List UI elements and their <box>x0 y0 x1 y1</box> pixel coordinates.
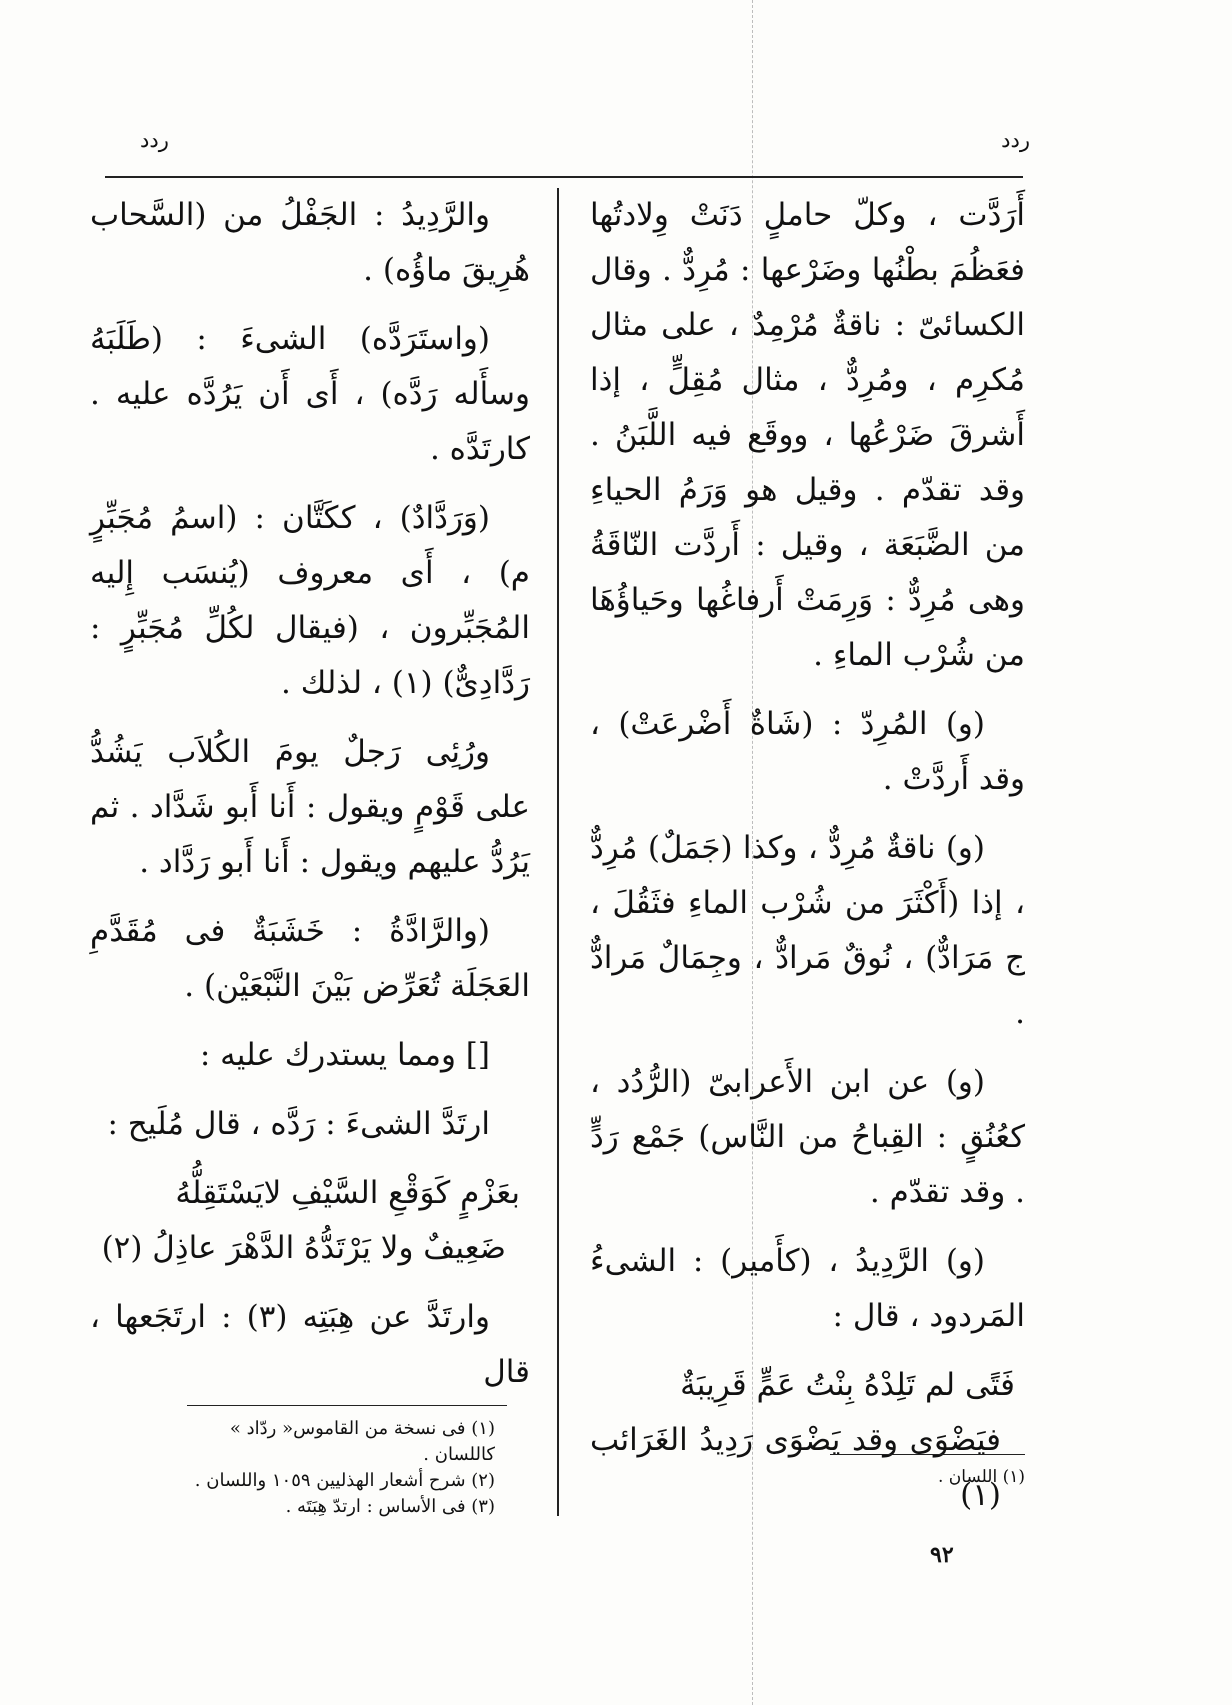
left-paragraph-1: والرَّدِيدُ : الجَفْلُ من (السَّحاب هُرِيقَ ماؤُه) . <box>90 197 530 288</box>
left-closing-paragraph: وارتَدَّ عن هِبَتِه (٣) : ارتَجَعها ، قال <box>90 1299 530 1390</box>
footnote-right-1: (١) اللسان . <box>938 1467 1025 1487</box>
page-number: ٩٢ <box>930 1542 954 1568</box>
right-paragraph-2: (و) المُرِدّ : (شَاةٌ أَضْرعَتْ) ، وقد أَردَّتْ . <box>590 706 1025 797</box>
right-verse-line-2: فيَضْوَى وقد يَضْوَى رَدِيدُ الغَرَائب (١) <box>590 1422 1001 1513</box>
running-head-left: ردد <box>140 128 169 152</box>
left-column <box>90 188 530 1414</box>
left-verse <box>90 1166 530 1276</box>
right-column <box>590 188 1025 1537</box>
footnote-rule-right <box>830 1454 1025 1455</box>
running-head-right: ردد <box>1001 128 1030 152</box>
right-paragraph-3: (و) ناقةٌ مُرِدٌّ ، وكذا (جَمَلٌ) مُرِدٌّ ، إذا (أَكْثَرَ من شُرْب الماءِ فثَقُلَ ، ج مَرَادٌّ) ، نُوقٌ مَرادٌّ ، وجِمَالٌ مَرادٌّ . <box>590 830 1025 1031</box>
left-paragraph-3: (وَرَدَّادٌ) ، ككَتَّان : (اسمُ مُجَبِّرٍ م) ، أَى معروف (يُنسَب إِليه المُجَبِّرون ، (فيقال لكُلِّ مُجَبِّرٍ : رَدَّادِىٌّ) (١) ، لذلك . <box>90 500 530 701</box>
left-paragraph-4: ورُئِى رَجلٌ يومَ الكُلاَب يَشُدُّ على قَوْمٍ ويقول : أَنا أَبو شَدَّاد . ثم يَرُدُّ عليهم ويقول : أَنا أَبو رَدَّاد . <box>90 734 530 880</box>
right-verse-line-1: فَتًى لم تَلِدْهُ بِنْتُ عَمٍّ قَرِيبَةٌ <box>680 1367 1015 1403</box>
header-rule <box>105 176 1023 178</box>
footnotes-left <box>185 1397 495 1520</box>
footnote-left-3: (٣) فى الأساس : ارتدّ هِبَتَه . <box>285 1496 495 1517</box>
footnotes-right <box>830 1446 1025 1489</box>
right-paragraph-1: أَرَدَّت ، وكلّ حاملٍ دَنَتْ وِلادتُها فعَظُمَ بطْنُها وضَرْعها : مُرِدٌّ . وقال الكسائىّ : ناقةٌ مُرْمِدٌ ، على مثال مُكرِم ، ومُرِدٌّ ، مثال مُقِلٍّ ، إذا أَشرقَ ضَرْعُها ، ووقَع فيه اللَّبَنُ . وقد تقدّم . وقيل هو وَرَمُ الحياءِ من الضَّبَعَة ، وقيل : أَردَّت النّاقَةُ وهى مُرِدٌّ : وَرِمَتْ أَرفاغُها وحَياؤُهَا من شُرْب الماءِ . <box>590 197 1025 673</box>
left-paragraph-2: (واستَرَدَّه) الشىءَ : (طَلَبَهُ وسأَله رَدَّه) ، أَى أَن يَرُدَّه عليه . كارتَدَّه . <box>90 321 530 467</box>
left-verse-line-1: بعَزْمٍ كَوَقْعِ السَّيْفِ لايَسْتَقِلُّهُ <box>175 1175 520 1211</box>
column-divider <box>557 188 559 1516</box>
right-paragraph-4: (و) عن ابن الأَعرابىّ (الرُّدُد ، كعُنُقٍ : القِباحُ من النَّاس) جَمْع رَدٍّ . وقد تقدّم . <box>590 1064 1025 1210</box>
right-paragraph-5: (و) الرَّدِيدُ ، (كأَمير) : الشىءُ المَردود ، قال : <box>590 1243 1025 1334</box>
left-verse-line-2: ضَعِيفٌ ولا يَرْتَدُّهُ الدَّهْرَ عاذِلُ (٢) <box>101 1230 506 1266</box>
right-verse <box>590 1358 1025 1523</box>
left-paragraph-7: ارتَدَّ الشىءَ : رَدَّه ، قال مُلَيح : <box>107 1106 490 1142</box>
left-paragraph-6: [] ومما يستدرك عليه : <box>199 1037 490 1073</box>
left-paragraph-5: (والرَّادَّةُ : خَشَبَةٌ فى مُقَدَّمِ العَجَلَة تُعَرِّض بَيْنَ النَّبْعَيْن) . <box>90 913 530 1004</box>
footnote-left-2: (٢) شرح أشعار الهذليين ١٠٥٩ واللسان . <box>194 1470 495 1491</box>
footnote-rule-left <box>187 1405 507 1406</box>
footnote-left-1: (١) فى نسخة من القاموس« ردّاد » كاللسان . <box>229 1418 495 1465</box>
